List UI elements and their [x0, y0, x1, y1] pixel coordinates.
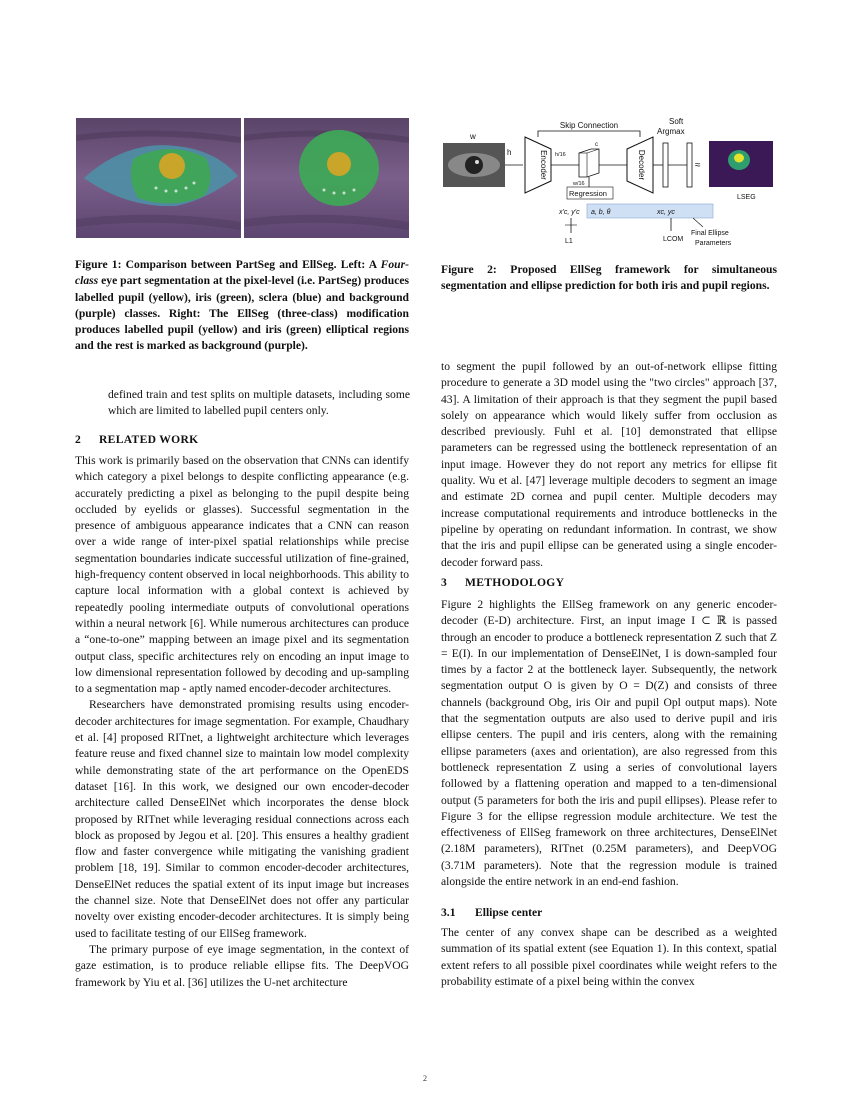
- section-3-1-heading: 3.1 Ellipse center: [441, 906, 543, 919]
- lcom-loss-label: LCOM: [663, 236, 684, 243]
- figure1-ellseg-image: [244, 118, 409, 238]
- height-label: h: [507, 148, 512, 157]
- skip-connection-label: Skip Connection: [559, 121, 619, 130]
- page-number: 2: [423, 1074, 427, 1083]
- regression-label: Regression: [569, 189, 607, 198]
- pupil-region: [159, 153, 185, 179]
- output-map-2: [687, 143, 692, 187]
- methodology-para-1: Figure 2 highlights the EllSeg framework on any generic encoder-decoder (E-D) architecture. First, an input image I ⊂ ℝ is passed through an encoder to produce a bottleneck representation Z such that Z = E(I). In our implementation of DenseElNet, I is down-sampled four times by a factor 2 at the bottleneck layer. Subsequently, the network segmentation output O is given by O = D(Z) and consists of three channels (background Obg, iris Oir and pupil Opl output maps). Note that the segmentation outputs are also used to derive pupil and iris ellipse centers. The pupil and iris centers, along with the remaining ellipse parameters (axes and orientation), are also regressed from this bottleneck representation Z using a series of convolutional layers followed by a flattening operation and mapped to a ten-dimensional output (5 parameters for both the iris and pupil ellipses). Please refer to Figure 3 for the ellipse regression module architecture. We test the effectiveness of EllSeg framework on three architectures, DenseElNet (2.18M parameters), RITnet (0.25M parameters), and DeepVOG (3.71M parameters). Note that the regression module is trained alongside the entire network in an end-end fashion.: [441, 598, 777, 889]
- related-work-para-4: to segment the pupil followed by an out-of-network ellipse fitting procedure to generate a 3D model using the "two circles" approach [37, 43]. A limitation of their approach is that they segment the pupil based solely on appearance which would likely suffer from occlusion as described previously. Fuhl et al. [10] demonstrated that ellipse parameters can be regressed using the bottleneck representation of an input image. However they do not report any metrics for ellipse fit quality. Wu et al. [47] leverage multiple decoders to segment an image and estimate 2D cornea and pupil center. Multiple decoders may increase computational requirements and introduce bottlenecks in the pipeline by operating on redundant information. In contrast, we show that the iris and pupil ellipse can be generated using a single encoder-decoder forward pass.: [441, 360, 777, 569]
- soft-label: Soft: [669, 117, 684, 126]
- pupil-ellipse: [327, 152, 351, 176]
- h16-label: h/16: [555, 152, 566, 158]
- encoder-label: Encoder: [539, 150, 548, 180]
- final-ellipse-label-1: Final Ellipse: [691, 230, 729, 237]
- final-ellipse-label-2: Parameters: [695, 240, 732, 247]
- width-label: w: [470, 132, 476, 141]
- left-continuation-text: defined train and test splits on multiple datasets, including some which are limited to labelled pupil centers only.: [108, 388, 410, 418]
- output-map-1: [663, 143, 668, 187]
- right-column-top: [441, 359, 777, 571]
- decoder-label: Decoder: [637, 149, 646, 181]
- ellipse-center-para-1: The center of any convex shape can be described as a weighted summation of its spatial extent (see Equation 1). In this context, spatial extent refers to all possible pixel coordinates while weight refers to the probability estimate of a pixel being within the convex: [441, 926, 777, 988]
- section-3-heading: 3 METHODOLOGY: [441, 576, 565, 589]
- pupil-center-regressed: x'c, y'c: [559, 209, 580, 216]
- figure1-partseg-image: [76, 118, 241, 238]
- related-work-para-2: Researchers have demonstrated promising results using encoder-decoder architectures for image segmentation. For example, Chaudhary et al. [4] proposed RITnet, a lightweight architecture which leverages feature reuse and fixed channel size to maintain low model complexity while demonstrating state of the art performance on the OpenEDS dataset [16]. In this work, we designed our own encoder-decoder architecture called DenseElNet which incorporates the dense block proposed by RITnet while leveraging residual connections across each block as proposed by Jegou et al. [20]. This ensures a healthy gradient flow and faster convergence while mitigating the vanishing gradient problem [18, 19]. Similar to common encoder-decoder architectures, DenseElNet reduces the spatial extent of its input image but increases the channel size. Note that DenseElNet does not offer any particular novelty over existing encoder-decoder architectures. It is simply being used to facilitate testing of our EllSeg framework.: [75, 698, 409, 940]
- figure2-caption: Figure 2: Proposed EllSeg framework for simultaneous segmentation and ellipse prediction for both iris and pupil regions.: [441, 263, 777, 293]
- left-column-body: [75, 453, 409, 991]
- l1-loss-label: L1: [565, 238, 573, 245]
- related-work-para-1: This work is primarily based on the observation that CNNs can identify which category a pixel belongs to despite conflicting appearance (e.g. accurately predicting a pixel as belonging to the pupil despite being occluded by eyelids or glasses). Successful segmentation in the presence of ambiguous appearance indicates that a CNN can reason over a wide range of inter-pixel spatial relationships while precise segmentation boundaries indicate successful utilization of fine-grained, high-frequency content observed in local neighborhoods. This ability to capture local information with a global context is achieved by repeatedly pooling intermediate outputs of convolutional operations within a neural network [6]. While numerous architectures can produce a “one-to-one” mapping between an image pixel and its segmentation output class, specific architectures rely on encoding an input image to low dimensional representation followed by decoding and up-sampling to a segmentation map - aptly named encoder-decoder architectures.: [75, 454, 409, 696]
- lseg-label: LSEG: [737, 194, 756, 201]
- ellipse-center-body: [441, 925, 777, 990]
- section-2-heading: 2 RELATED WORK: [75, 433, 199, 446]
- methodology-body: [441, 597, 777, 890]
- w16-label: w/16: [573, 181, 585, 187]
- ellipse-params-label: a, b, θ: [591, 209, 611, 216]
- related-work-para-3: The primary purpose of eye image segmentation, in the context of gaze estimation, is to produce reliable ellipse fits. The DeepVOG framework by Yiu et al. [36] utilizes the U-net architecture: [75, 942, 409, 989]
- argmax-label: Argmax: [657, 127, 685, 136]
- skip-connection-arrow: [538, 131, 640, 137]
- center-output-label: xc, yc: [657, 209, 675, 216]
- c-label: c: [595, 142, 598, 148]
- approx-icon: ≈: [695, 160, 701, 171]
- figure1-caption: Figure 1: Comparison between PartSeg and EllSeg. Left: A Four-class eye part segmentation at the pixel-level (i.e. PartSeg) produces labelled pupil (yellow), iris (green), sclera (blue) and background (purple) classes. Right: The EllSeg (three-class) modification produces labelled pupil (yellow) and iris (green) elliptical regions and the rest is marked as background (purple).: [75, 258, 409, 353]
- figure2-diagram: [441, 115, 781, 255]
